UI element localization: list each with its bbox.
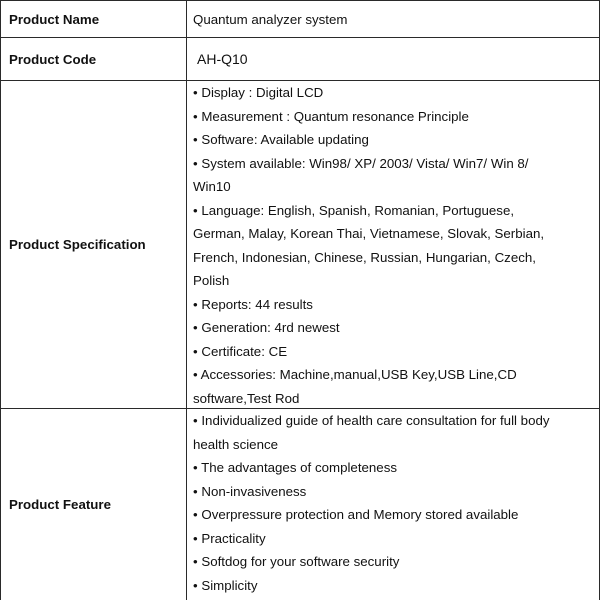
spec-line: French, Indonesian, Chinese, Russian, Hungarian, Czech,	[193, 249, 536, 265]
row-product-name	[0, 0, 600, 38]
feature-line: • Softdog for your software security	[193, 554, 400, 569]
feature-line: • Simplicity	[193, 577, 258, 593]
product-specification-label: Product Specification	[1, 81, 187, 408]
row-product-code	[0, 38, 600, 81]
feature-list	[193, 409, 599, 597]
spec-line: • Language: English, Spanish, Romanian, Portuguese,	[193, 202, 515, 218]
spec-line: Win10	[193, 179, 231, 194]
specification-list	[193, 81, 599, 410]
spec-line: • Display : Digital LCD	[193, 85, 324, 100]
feature-line: • Practicality	[193, 530, 266, 546]
spec-line: • Certificate: CE	[193, 343, 288, 359]
spec-line: • Generation: 4rd newest	[193, 320, 340, 335]
spec-line: German, Malay, Korean Thai, Vietnamese, Slovak, Serbian,	[193, 226, 545, 241]
spec-line: software,Test Rod	[193, 390, 300, 406]
product-feature-value	[187, 409, 599, 600]
spec-line: • Accessories: Machine,manual,USB Key,USB Line,CD	[193, 367, 517, 382]
row-product-specification	[0, 81, 600, 409]
product-feature-label: Product Feature	[1, 409, 187, 600]
row-product-feature	[0, 409, 600, 600]
spec-line: • Reports: 44 results	[193, 296, 313, 312]
feature-line: • Individualized guide of health care consultation for full body	[193, 413, 550, 428]
feature-line: • Non-invasiveness	[193, 483, 307, 499]
feature-line: • Overpressure protection and Memory stored available	[193, 507, 519, 522]
product-name-value: Quantum analyzer system	[193, 11, 348, 27]
feature-line: health science	[193, 436, 279, 452]
spec-line: • Measurement : Quantum resonance Principle	[193, 108, 469, 124]
feature-line: • The advantages of completeness	[193, 460, 397, 475]
product-name-label: Product Name	[1, 1, 187, 37]
spec-line: Polish	[193, 273, 230, 288]
spec-line: • Software: Available updating	[193, 132, 369, 147]
product-specification-value	[187, 81, 599, 408]
product-code-label: Product Code	[1, 38, 187, 80]
spec-line: • System available: Win98/ XP/ 2003/ Vista/ Win7/ Win 8/	[193, 155, 529, 171]
product-code-value: AH-Q10	[197, 51, 248, 67]
